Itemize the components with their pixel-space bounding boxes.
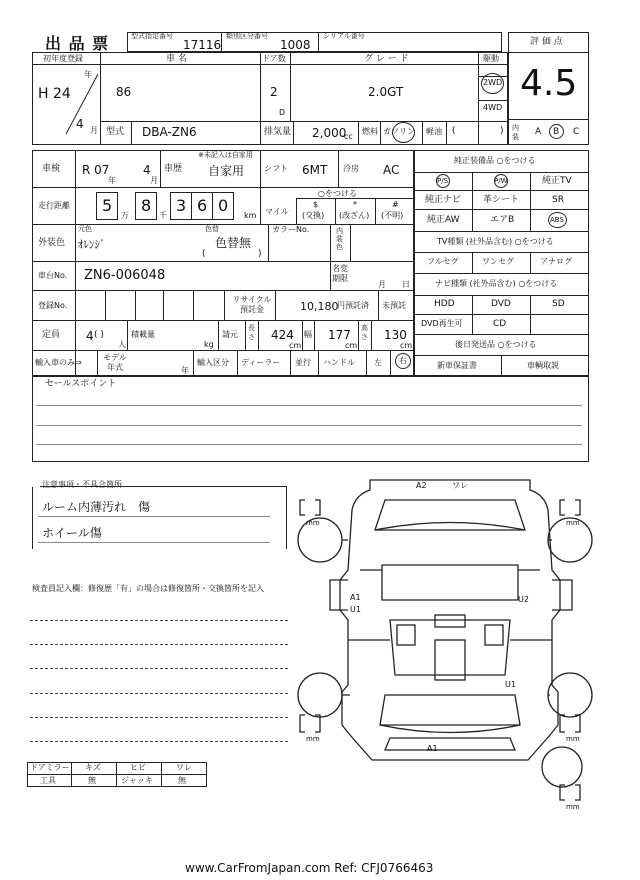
- mileage-unit: km: [244, 211, 257, 220]
- doors-value: 2: [270, 85, 278, 99]
- mileage-digit-2: 8: [141, 196, 152, 215]
- rating-label: 評 価 点: [530, 37, 563, 47]
- tv-oneseg: ワンセグ: [482, 257, 514, 266]
- doors-label: ドア数: [262, 54, 286, 63]
- height-unit: cm: [400, 341, 413, 350]
- doors-suffix: D: [279, 108, 286, 117]
- mileage-digit-1: 5: [102, 196, 113, 215]
- model-code-label: 型式指定番号: [131, 32, 173, 40]
- mileage-label: 走行距離: [38, 201, 70, 210]
- inspection-value: R 07: [82, 163, 110, 177]
- later-manual: 車輌取説: [527, 361, 559, 370]
- first-reg-label: 初年度登録: [43, 54, 83, 63]
- mm-label-fr: mm: [566, 519, 580, 527]
- mm-label-rr: mm: [566, 735, 580, 743]
- name-change-day: 日: [402, 280, 410, 289]
- import-dealer: ディーラー: [241, 358, 281, 367]
- model-label: 型式: [106, 127, 125, 137]
- mileage-tamper-label: (改ざん): [339, 211, 370, 220]
- equip-airbag: エアB: [490, 215, 515, 225]
- claim-label: 請元: [222, 330, 238, 339]
- paint-paren-open: (: [202, 249, 206, 259]
- original-color-value: ｵﾚﾝｼﾞ: [78, 238, 106, 251]
- recycle-label: リサイクル預託金: [232, 295, 272, 314]
- registration-label: 登録No.: [38, 301, 68, 310]
- paint-label: 色替: [205, 225, 219, 233]
- mileage-unknown-sym: #: [392, 200, 399, 209]
- notes-line-2: ホイール傷: [42, 526, 102, 540]
- damage-mark-u1-right: U1: [505, 680, 516, 689]
- mileage-digit-3: 3: [176, 196, 187, 215]
- damage-mark-a1-top: A1: [350, 593, 361, 602]
- capacity-unit: 人: [118, 340, 126, 349]
- equip-navi: 純正ナビ: [425, 195, 462, 205]
- chassis-label: 車台No.: [38, 271, 68, 280]
- width-value: 177: [328, 328, 351, 342]
- inspection-label: 車検: [42, 164, 61, 174]
- mileage-man: 万: [121, 211, 129, 220]
- shift-label: シフト: [264, 164, 288, 173]
- car-diagram: [290, 470, 600, 810]
- grade-value: 2.0GT: [368, 85, 404, 99]
- rating-value: 4.5: [520, 63, 578, 104]
- later-title: 後日発送品 ○をつける: [455, 340, 537, 349]
- tv-title: TV種類 (社外品含む) ○をつける: [437, 237, 554, 246]
- displacement-unit: cc: [344, 132, 353, 141]
- shift-value: 6MT: [302, 163, 328, 177]
- mileage-digit-4: 6: [197, 196, 208, 215]
- color-no-label: カラーNo.: [272, 225, 310, 234]
- mm-label-fl: mm: [306, 519, 320, 527]
- capacity-value: 4: [86, 329, 94, 343]
- navi-title: ナビ種類 (社外品含む) ○をつける: [435, 279, 558, 288]
- navi-cd: CD: [493, 319, 507, 329]
- fuel-label: 燃料: [362, 127, 378, 136]
- damage-mark-a1-bottom: A1: [427, 744, 438, 753]
- legend-jack-value: 無: [178, 776, 186, 785]
- equip-ps: P/S: [437, 177, 449, 185]
- fuel-other-open: (: [452, 126, 456, 136]
- height-label: 高さ: [361, 324, 368, 341]
- legend-tool: 工具: [40, 776, 56, 785]
- mm-label-spare: mm: [566, 803, 580, 811]
- interior-grade-b: B: [553, 127, 560, 137]
- doc-title: 出 品 票: [45, 34, 110, 53]
- history-note: ※未記入は自家用: [198, 151, 253, 159]
- navi-dvd-play: DVD再生可: [421, 319, 463, 328]
- sales-points-label: セールスポイント: [45, 379, 117, 389]
- mileage-digit-5: 0: [218, 196, 229, 215]
- navi-sd: SD: [552, 299, 565, 309]
- fuel-gasoline: ガソリン: [383, 127, 415, 136]
- interior-color-label: 内装色: [336, 227, 343, 251]
- mileage-mile-label: マイル: [265, 207, 289, 216]
- mileage-tamper-sym: *: [353, 200, 357, 209]
- history-value: 自家用: [208, 164, 245, 178]
- legend-header-break: ワレ: [176, 763, 192, 772]
- navi-hdd: HDD: [434, 299, 455, 309]
- name-change-month: 月: [378, 280, 386, 289]
- name-change-label: 名変期限: [332, 264, 348, 283]
- damage-mark-ware: ワレ: [452, 481, 468, 490]
- recycle-unpaid: 未預託: [382, 301, 406, 310]
- length-unit: cm: [289, 341, 302, 350]
- first-reg-month: 4: [76, 117, 84, 131]
- equip-leather: 革シート: [483, 195, 520, 205]
- inspection-month: 4: [143, 163, 151, 177]
- damage-mark-a2: A2: [416, 481, 427, 490]
- recycle-value: 10,180: [300, 300, 339, 313]
- length-value: 424: [271, 328, 294, 342]
- paint-paren-close: ): [258, 249, 262, 259]
- inspector-label: 検査員記入欄：修復歴「有」の場合は修復箇所・交換箇所を記入: [32, 584, 264, 593]
- model-value: DBA-ZN6: [142, 125, 197, 139]
- tv-fullseg: フルセグ: [427, 257, 459, 266]
- equipment-title: 純正装備品 ○をつける: [454, 156, 536, 165]
- paint-value: 色替無: [215, 236, 252, 250]
- drive-4wd: 4WD: [483, 103, 503, 112]
- tv-analog: アナログ: [540, 257, 572, 266]
- interior-label: 内装: [512, 124, 519, 141]
- width-label: 幅: [304, 330, 312, 339]
- capacity-label: 定員: [42, 330, 61, 340]
- history-label: 車歴: [164, 164, 183, 174]
- legend-header-crack: ヒビ: [130, 763, 146, 772]
- first-reg-year-unit: 年: [84, 70, 92, 79]
- serial-label: シリアル番号: [323, 32, 365, 40]
- notes-line-1: ルーム内薄汚れ 傷: [42, 500, 151, 514]
- first-reg-era: H 24: [38, 86, 71, 102]
- model-year-label: モデル年式: [103, 353, 127, 372]
- mileage-sen: 千: [159, 211, 167, 220]
- legend-header-scratch: キズ: [85, 763, 101, 772]
- legend-jack: ジャッキ: [121, 776, 153, 785]
- footer-reference: www.CarFromJapan.com Ref: CFJ0766463: [185, 861, 434, 875]
- car-name-label: 車 名: [166, 54, 187, 64]
- grade-label: グ レ ー ド: [364, 54, 409, 64]
- interior-grade-c: C: [573, 127, 580, 137]
- load-label: 積載量: [131, 330, 155, 339]
- width-unit: cm: [345, 341, 358, 350]
- first-reg-month-unit: 月: [90, 126, 98, 135]
- inspection-year-unit: 年: [108, 176, 116, 185]
- cooler-value: AC: [383, 163, 400, 177]
- damage-mark-u1-left: U1: [350, 605, 361, 614]
- mm-label-rl: mm: [306, 735, 320, 743]
- legend-header-mirror: ドアミラー: [30, 763, 70, 772]
- notes-label: 注意事項・不具合箇所: [42, 480, 122, 489]
- drive-label: 駆動: [483, 54, 499, 63]
- mileage-unknown-label: (不明): [381, 211, 404, 220]
- length-label: 長さ: [248, 324, 255, 341]
- load-unit: kg: [204, 340, 214, 349]
- import-type-label: 輸入区分: [197, 358, 229, 367]
- mileage-exchange-label: (交換): [302, 211, 325, 220]
- capacity-paren: ( ): [94, 330, 104, 340]
- first-reg-slash: [62, 72, 102, 138]
- legend-tool-value: 無: [88, 776, 96, 785]
- class-code-label: 類別区分番号: [226, 32, 268, 40]
- inspection-month-unit: 月: [150, 176, 158, 185]
- class-code-value: 1008: [280, 38, 311, 52]
- fuel-light-label: 軽油: [426, 127, 442, 136]
- recycle-unit: 円預託済: [337, 301, 369, 310]
- handle-right: 右: [399, 356, 407, 365]
- handle-left: 左: [374, 358, 382, 367]
- equip-pw: P/W: [494, 177, 508, 185]
- navi-dvd: DVD: [491, 299, 511, 309]
- cooler-label: 冷房: [343, 164, 359, 173]
- model-code-value: 17116: [183, 38, 222, 52]
- mileage-circle-note: ○をつける: [318, 189, 357, 198]
- fuel-other-close: ): [500, 126, 504, 136]
- mileage-exchange-sym: $: [313, 200, 319, 209]
- equip-tv: 純正TV: [542, 176, 572, 186]
- chassis-value: ZN6-006048: [84, 268, 166, 283]
- equip-sr: SR: [552, 195, 564, 205]
- displacement-value: 2,000: [312, 126, 347, 140]
- damage-mark-u2: U2: [518, 595, 529, 604]
- model-year-unit: 年: [181, 366, 189, 375]
- color-label: 外装色: [38, 238, 66, 248]
- interior-grade-a: A: [535, 127, 542, 137]
- original-color-label: 元色: [78, 225, 92, 233]
- import-label: 輸入車のみ⇒: [35, 358, 82, 367]
- displacement-label: 排気量: [264, 127, 292, 137]
- height-value: 130: [384, 328, 407, 342]
- handle-label: ハンドル: [323, 358, 355, 367]
- equip-abs: ABS: [550, 216, 564, 224]
- equip-aw: 純正AW: [427, 215, 460, 225]
- import-parallel: 並行: [295, 358, 311, 367]
- car-name-value: 86: [116, 85, 132, 99]
- later-warranty: 新車保証書: [437, 361, 477, 370]
- drive-2wd: 2WD: [483, 78, 503, 87]
